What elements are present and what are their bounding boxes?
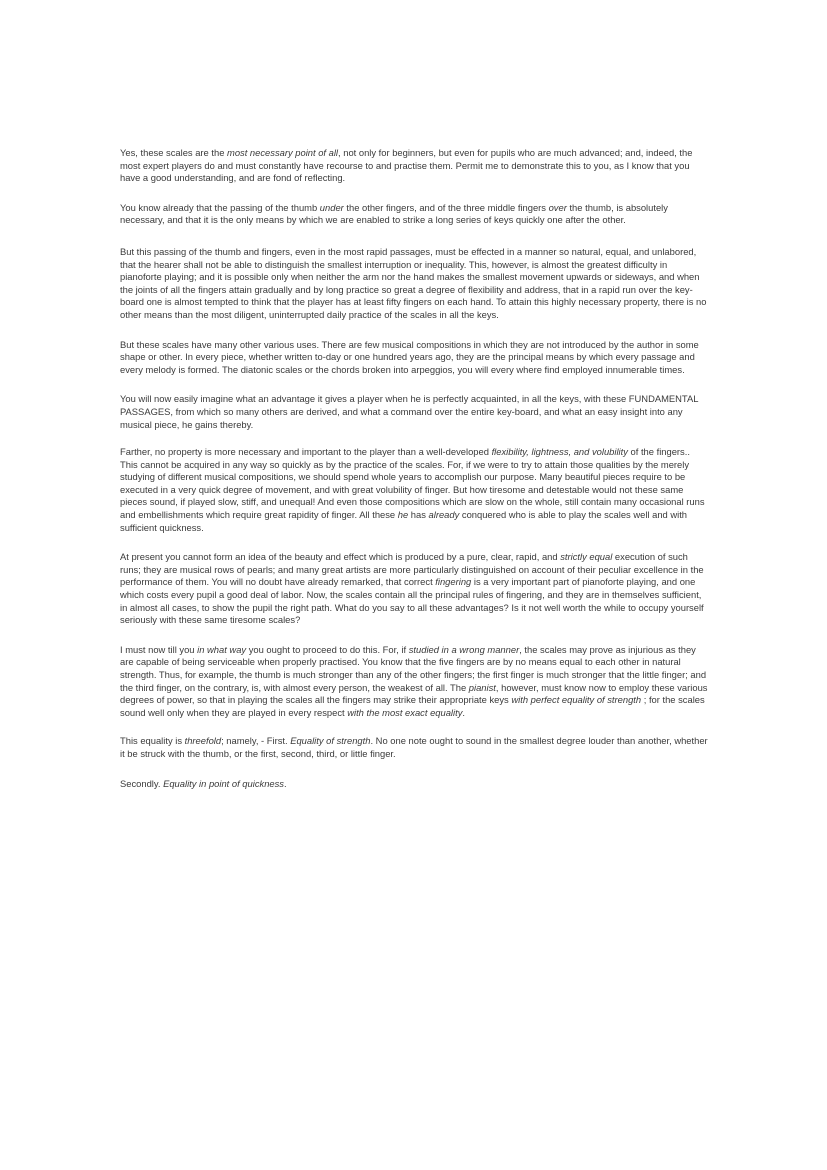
text-run: , the scales may prove as injurious as they are capable of being serviceable when properly practised. You know that the five fingers are by no means equal to each other in natural strength. Thus, for example, the thumb is much stronger than any of the other fingers; the first finger is much stronger that the little finger; and the third finger, on the contrary, is, with almost every person, the weakest of all. The: [120, 643, 707, 693]
text-run: This equality is: [120, 735, 185, 747]
text-run: is a very important part of pianoforte playing, and one which costs every pupil a good deal of labor. Now, the scales contain all the principal rules of fingering, and they are in themselves sufficient, in almost all cases, to show the pupil the right path. What do you say to all these advantages? Is it not well worth the while to occupy yourself seriously with these same tiresome scales?: [120, 576, 704, 626]
emphasis-run: already: [428, 509, 460, 521]
text-run: Yes, these scales are the: [120, 147, 228, 158]
emphasis-run: flexibility, lightness, and volubility: [491, 446, 628, 458]
emphasis-run: under: [319, 201, 344, 213]
text-run: of the fingers.. This cannot be acquired in any way so quickly as by the practice of the scales. For, if we were to try to attain those qualities by the merely studying of different musical compositions, we should spend whole years to accomplish our purpose. Many beautiful pieces require to be executed in a very quick degree of movement, and with great volubility of finger. But how tiresome and detestable would not these same pieces sound, if played slow, stiff, and unequal! And even those compositions which are slow on the whole, still contain many occasional runs and embellishments which require great rapidity of finger. All these: [120, 446, 705, 521]
paragraph-2: [120, 202, 708, 227]
emphasis-run: Equality in point of quickness: [163, 777, 284, 789]
text-run: Secondly.: [120, 777, 164, 789]
text-run: has: [408, 509, 429, 521]
paragraph-7: [120, 551, 708, 627]
text-run: At present you cannot form an idea of the beauty and effect which is produced by a pure, clear, rapid, and: [120, 551, 561, 563]
emphasis-run: strictly equal: [560, 551, 613, 563]
text-run: the thumb, is absolutely necessary, and that it is the only means by which we are enabled to strike a long series of keys quickly one after the other.: [120, 201, 668, 226]
paragraph-8: [120, 644, 708, 720]
emphasis-run: studied in a wrong manner: [408, 643, 520, 655]
paragraph-1: [120, 147, 708, 185]
paragraph-9: [120, 735, 708, 760]
text-run: conquered who is able to play the scales well and with sufficient quickness.: [120, 509, 688, 533]
text-run: ; namely, - First.: [221, 735, 291, 747]
text-run: You know already that the passing of the thumb: [120, 201, 320, 213]
text-run: .: [462, 706, 465, 718]
paragraph-4: [120, 339, 708, 377]
text-run: .: [284, 777, 287, 789]
emphasis-run: in what way: [197, 643, 247, 655]
text-run: , not only for beginners, but even for pupils who are much advanced; and, indeed, the most expert players do and must constantly have recourse to and practise them. Permit me to demonstrate this to you, as I know that you have a good understanding, and are fond of reflecting.: [120, 147, 693, 184]
emphasis-run: Equality of strength: [290, 735, 371, 747]
text-run: You will now easily imagine what an advantage it gives a player when he is perfectly acquainted, in all the keys, with these FUNDAMENTAL PASSAGES, from which so many others are derived, and what a command over the entire key-board, and what an easy insight into any musical piece, he gains thereby.: [120, 393, 699, 430]
text-run: But these scales have many other various uses. There are few musical compositions in which they are not introduced by the author in some shape or other. In every piece, whether written to-day or one hundred years ago, they are the principal means by which every passage and every melody is formed. The diatonic scales or the chords broken into arpeggios, you will every where find employed innumerable times.: [120, 338, 699, 375]
text-run: you ought to proceed to do this. For, if: [246, 643, 409, 655]
emphasis-run: with perfect equality of strength: [511, 694, 642, 706]
emphasis-run: threefold: [184, 735, 222, 747]
document-page: [120, 147, 708, 805]
paragraph-5: [120, 393, 708, 431]
emphasis-run: he: [397, 509, 409, 521]
emphasis-run: most necessary point of all: [227, 147, 339, 158]
text-run: I must now till you: [120, 643, 198, 655]
emphasis-run: fingering: [435, 576, 472, 588]
text-run: But this passing of the thumb and fingers, even in the most rapid passages, must be effected in a manner so natural, equal, and unlabored, that the hearer shall not be able to distinguish the smallest interruption or inequality. This, however, is almost the greatest difficulty in pianoforte playing; and it is possible only when neither the arm nor the hand makes the smallest movement upwards or sideways, and when the joints of all the fingers attain gradually and by long practice so great a degree of flexibility and address, that in a rapid run over the key-board one is almost tempted to think that the player has at least fifty fingers on each hand. To attain this highly necessary property, there is no other means than the most diligent, uninterrupted daily practice of the scales in all the keys.: [120, 245, 707, 320]
text-run: . No one note ought to sound in the smallest degree louder than another, whether it be struck with the thumb, or the first, second, third, or little finger.: [120, 735, 708, 759]
text-run: , however, must know now to employ these various degrees of power, so that in playing the scales all the fingers may strike their appropriate keys: [120, 681, 708, 706]
emphasis-run: over: [548, 201, 567, 213]
text-run: Farther, no property is more necessary and important to the player than a well-developed: [120, 446, 492, 458]
paragraph-10: [120, 778, 708, 791]
text-run: execution of such runs; they are musical rows of pearls; and many great artists are more particularly distinguished on account of their peculiar excellence in the performance of them. You will no doubt have already remarked, that correct: [120, 551, 704, 588]
paragraph-6: [120, 446, 708, 534]
emphasis-run: with the most exact equality: [347, 706, 463, 718]
emphasis-run: pianist: [468, 681, 496, 693]
text-run: the other fingers, and of the three middle fingers: [343, 201, 549, 213]
paragraph-3: [120, 246, 708, 322]
text-run: ; for the scales sound well only when they are played in every respect: [120, 694, 705, 718]
